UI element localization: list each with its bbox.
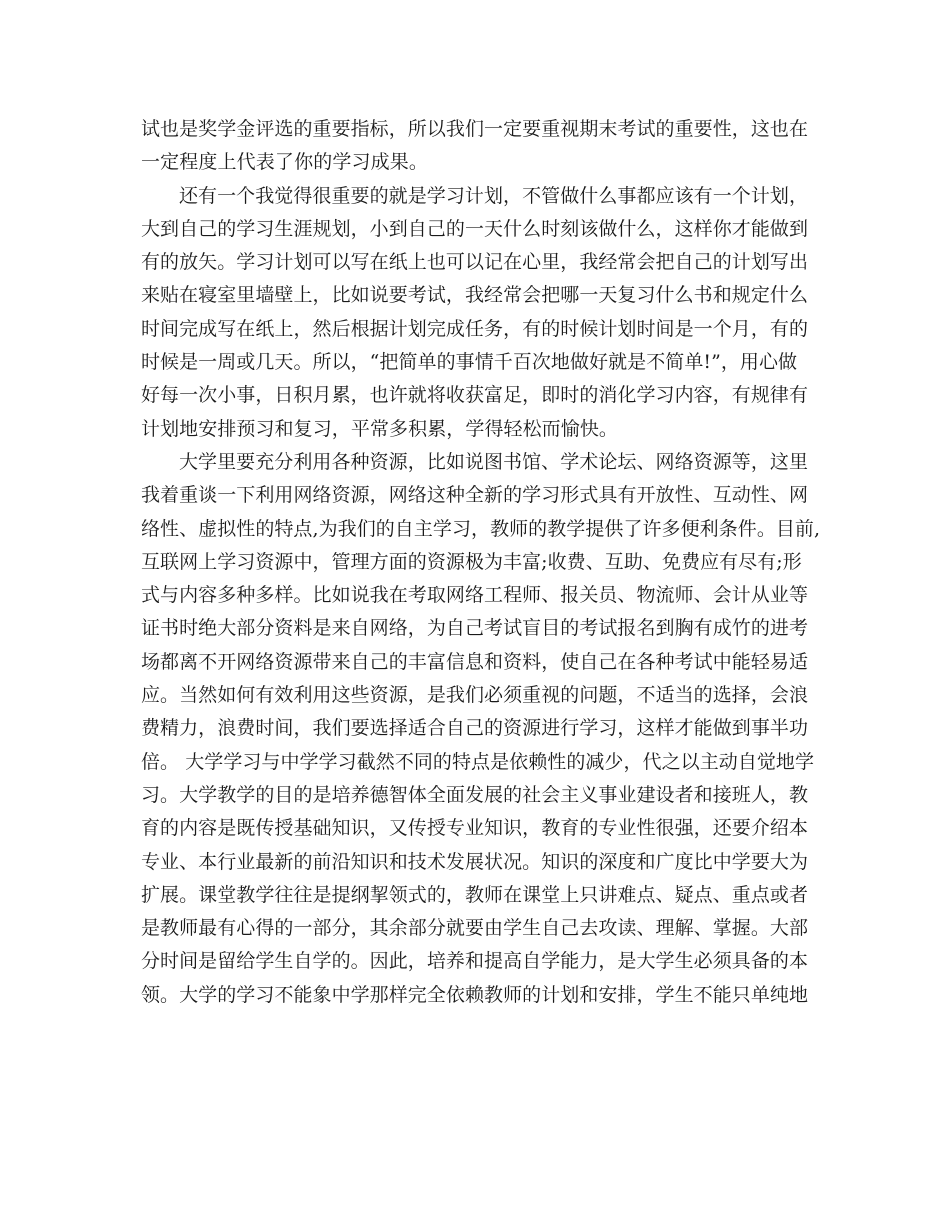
text-line: 育的内容是既传授基础知识，又传授专业知识，教育的专业性很强，还要介绍本	[141, 817, 809, 840]
text-line: 好每一次小事，日积月累，也许就将收获富足，即时的消化学习内容，有规律有	[141, 384, 809, 407]
text-line: 计划地安排预习和复习，平常多积累，学得轻松而愉快。	[141, 417, 619, 440]
text-line: 一定程度上代表了你的学习成果。	[141, 151, 429, 174]
text-line: 互联网上学习资源中，管理方面的资源极为丰富;收费、互助、免费应有尽有;形	[141, 550, 802, 573]
text-line: 试也是奖学金评选的重要指标，所以我们一定要重视期末考试的重要性，这也在	[141, 118, 809, 140]
text-line: 式与内容多种多样。比如说我在考取网络工程师、报关员、物流师、会计从业等	[141, 584, 809, 607]
text-line: 倍。 大学学习与中学学习截然不同的特点是依赖性的减少，代之以主动自觉地学	[141, 750, 815, 773]
text-line: 专业、本行业最新的前沿知识和技术发展状况。知识的深度和广度比中学要大为	[141, 850, 809, 873]
text-line: 领。大学的学习不能象中学那样完全依赖教师的计划和安排，学生不能只单纯地	[141, 983, 809, 1006]
text-line: 来贴在寝室里墙壁上，比如说要考试，我经常会把哪一天复习什么书和规定什么	[141, 284, 809, 307]
text-line: 费精力，浪费时间，我们要选择适合自己的资源进行学习，这样才能做到事半功	[141, 717, 809, 740]
text-line: 场都离不开网络资源带来自己的丰富信息和资料，使自己在各种考试中能轻易适	[141, 650, 809, 673]
text-line: 大学里要充分利用各种资源，比如说图书馆、学术论坛、网络资源等，这里	[179, 450, 809, 473]
body-text	[141, 113, 821, 1012]
text-line: 扩展。课堂教学往往是提纲挈领式的，教师在课堂上只讲难点、疑点、重点或者	[141, 883, 809, 906]
text-line: 时间完成写在纸上，然后根据计划完成任务，有的时候计划时间是一个月，有的	[141, 317, 809, 340]
text-line: 习。大学教学的目的是培养德智体全面发展的社会主义事业建设者和接班人，教	[141, 783, 809, 806]
text-line: 分时间是留给学生自学的。因此，培养和提高自学能力，是大学生必须具备的本	[141, 950, 809, 973]
text-line: 我着重谈一下利用网络资源，网络这种全新的学习形式具有开放性、互动性、网	[141, 484, 809, 507]
text-line: 络性、虚拟性的特点,为我们的自主学习，教师的教学提供了许多便利条件。目前,	[141, 517, 821, 540]
text-line: 证书时绝大部分资料是来自网络，为自己考试盲目的考试报名到胸有成竹的进考	[141, 617, 809, 640]
text-line: 大到自己的学习生涯规划，小到自己的一天什么时刻该做什么，这样你才能做到	[141, 217, 809, 240]
text-line: 有的放矢。学习计划可以写在纸上也可以记在心里，我经常会把自己的计划写出	[141, 251, 809, 274]
text-line: 应。当然如何有效利用这些资源，是我们必须重视的问题，不适当的选择，会浪	[141, 684, 809, 707]
text-line: 还有一个我觉得很重要的就是学习计划，不管做什么事都应该有一个计划，	[179, 184, 809, 207]
text-line: 时候是一周或几天。所以，“把简单的事情千百次地做好就是不简单!”，用心做	[141, 351, 798, 374]
text-line: 是教师最有心得的一部分，其余部分就要由学生自己去攻读、理解、掌握。大部	[141, 917, 809, 940]
